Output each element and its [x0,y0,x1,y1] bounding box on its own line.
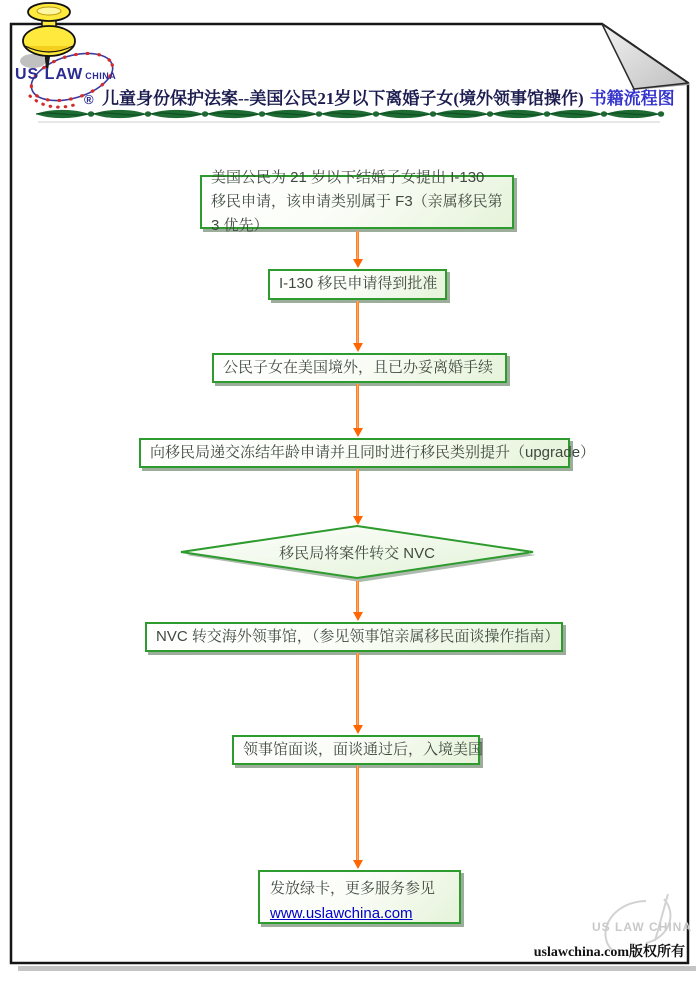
page-title-suffix: 书籍流程图 [589,89,675,108]
logo-us-law: US LAW [15,66,84,83]
arrow-head [353,428,363,437]
arrow-shaft [356,384,359,428]
divider-rope [36,110,664,118]
logo-china: CHINA [85,71,117,81]
arrow-head [353,343,363,352]
arrow-down-icon [352,231,363,268]
flow-step-4-box [139,438,596,468]
logo-wordmark [15,66,116,84]
flow-step-7-box [232,735,484,765]
copyright-text: uslawchina.com版权所有 [533,945,685,960]
flow-step-2-text: I-130 移民申请得到批准 [279,275,438,293]
flow-step-3-text: 公民子女在美国境外，且已办妥离婚手续 [223,358,494,376]
arrow-shaft [356,766,359,860]
arrow-head [353,259,363,268]
flow-step-7-text: 领事馆面谈，面谈通过后，入境美国 [243,740,484,758]
flow-step-5-text: 移民局将案件转交 NVC [279,544,435,562]
arrow-shaft [356,469,359,516]
flow-step-8-text: 发放绿卡，更多服务参见 [270,880,436,897]
flow-step-6-box [145,622,563,652]
watermark-text: US LAW CHINA [592,920,692,934]
arrow-down-icon [352,766,363,869]
arrow-head [353,860,363,869]
flow-step-1-text: 美国公民为 21 岁以下结婚子女提出 I-130 移民申请，该申请类别属于 F3（亲属移民第 3 优先） [211,169,503,234]
flow-step-5-diamond [176,524,538,584]
arrow-shaft [356,653,359,725]
arrow-shaft [356,581,359,612]
uslawchina-link[interactable]: www.uslawchina.com [270,904,413,922]
page-shadow [18,966,696,971]
registered-trademark-icon: ® [84,92,94,107]
flow-step-1-box [200,169,514,234]
arrow-down-icon [352,384,363,437]
arrow-shaft [356,231,359,259]
flow-step-2-box [268,269,447,300]
page-title [102,84,677,109]
flow-step-4-text: 向移民局递交冻结年龄申请并且同时进行移民类别提升（upgrade） [150,443,596,461]
page-border [11,24,688,963]
flow-step-8-box [258,870,461,924]
arrow-head [353,612,363,621]
arrow-shaft [356,301,359,343]
page-title-main: 儿童身份保护法案--美国公民21岁以下离婚子女(境外领事馆操作) [102,89,584,108]
arrow-down-icon [352,653,363,734]
arrow-down-icon [352,469,363,525]
flow-step-3-box [212,353,507,383]
flow-step-6-text: NVC 转交海外领事馆，（参见领事馆亲属移民面谈操作指南） [156,627,560,645]
arrow-head [353,725,363,734]
arrow-down-icon [352,301,363,352]
arrow-down-icon [352,581,363,621]
